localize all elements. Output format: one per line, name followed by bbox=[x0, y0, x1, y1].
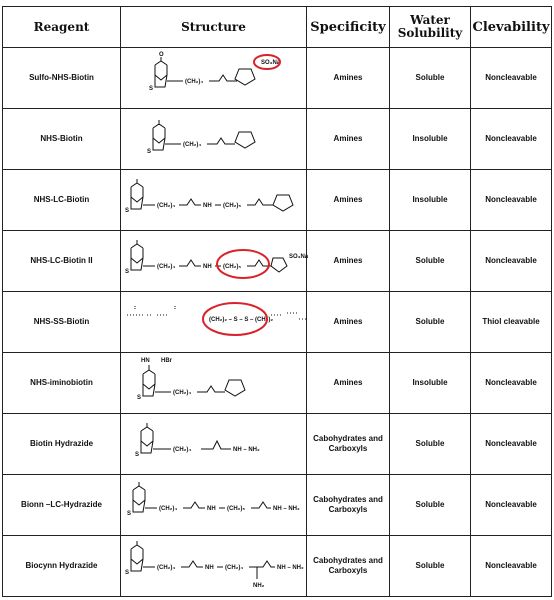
sulfo-nhs-biotin-structure bbox=[121, 49, 319, 107]
table-row bbox=[3, 353, 552, 414]
sulfonate-label: SO₃Na bbox=[289, 254, 309, 260]
cleavability: Noncleavable bbox=[471, 109, 552, 170]
reagent-table bbox=[2, 6, 552, 597]
chain-label: (CH₂)₄ bbox=[183, 142, 202, 148]
chain-label-1: (CH₂)₄ bbox=[157, 565, 176, 571]
table-row bbox=[3, 48, 552, 109]
table-row bbox=[3, 231, 552, 292]
nhs-ss-biotin-structure bbox=[121, 293, 319, 351]
table-row bbox=[3, 109, 552, 170]
table-row bbox=[3, 475, 552, 536]
chain-label-2: (CH₂)₅ bbox=[223, 203, 242, 209]
thio-s: S bbox=[135, 452, 140, 458]
reagent-table-sheet bbox=[2, 6, 551, 595]
water-solubility: Soluble bbox=[390, 231, 471, 292]
table-row bbox=[3, 414, 552, 475]
cleavability: Noncleavable bbox=[471, 48, 552, 109]
amine-label: NH₂ bbox=[253, 583, 265, 589]
reagent-name: NHS-iminobiotin bbox=[3, 353, 121, 414]
water-solubility: Soluble bbox=[390, 292, 471, 353]
water-solubility: Soluble bbox=[390, 414, 471, 475]
water-solubility: Soluble bbox=[390, 475, 471, 536]
specificity: Amines bbox=[307, 109, 390, 170]
header-water-solubility: Water Solubility bbox=[390, 7, 471, 48]
nh-label: NH bbox=[207, 506, 216, 512]
thio-s: S bbox=[149, 86, 154, 92]
structure-cell bbox=[121, 536, 307, 597]
imino-label: HN bbox=[141, 358, 150, 364]
chain-label-2: (CH₂)₅ bbox=[227, 506, 246, 512]
cleavability: Noncleavable bbox=[471, 231, 552, 292]
specificity: Amines bbox=[307, 231, 390, 292]
reagent-name: Biotin Hydrazide bbox=[3, 414, 121, 475]
chain-label-1: (CH₂)₄ bbox=[157, 203, 176, 209]
cleavability: Noncleavable bbox=[471, 536, 552, 597]
specificity: Amines bbox=[307, 292, 390, 353]
cleavability: Noncleavable bbox=[471, 475, 552, 536]
nh-label: NH bbox=[203, 203, 212, 209]
thio-s: S bbox=[125, 208, 130, 214]
chain-label-2: (CH₂)₄ bbox=[225, 565, 244, 571]
specificity: Amines bbox=[307, 48, 390, 109]
specificity: Amines bbox=[307, 353, 390, 414]
header-reagent: Reagent bbox=[3, 7, 121, 48]
structure-cell bbox=[121, 170, 307, 231]
nhs-lc-biotin-structure bbox=[121, 171, 319, 229]
specificity: Amines bbox=[307, 170, 390, 231]
cleavability: Noncleavable bbox=[471, 353, 552, 414]
chain-label-1: (CH₂)₄ bbox=[159, 506, 178, 512]
table-row bbox=[3, 292, 552, 353]
reagent-name: Biocynn Hydrazide bbox=[3, 536, 121, 597]
structure-cell bbox=[121, 109, 307, 170]
header-structure: Structure bbox=[121, 7, 307, 48]
chain-label: (CH₂)₄ bbox=[173, 447, 192, 453]
thio-s: S bbox=[147, 149, 152, 155]
biotin-lc-hydrazide-structure bbox=[121, 476, 319, 534]
structure-cell bbox=[121, 414, 307, 475]
chain-label-1: (CH₂)₄ bbox=[157, 264, 176, 270]
biotin-hydrazide-structure bbox=[121, 415, 319, 473]
hbr-label: HBr bbox=[161, 358, 173, 364]
carbonyl-o: O bbox=[159, 52, 164, 58]
structure-cell bbox=[121, 48, 307, 109]
reagent-name: Sulfo-NHS-Biotin bbox=[3, 48, 121, 109]
specificity: Cabohydrates and Carboxyls bbox=[307, 536, 390, 597]
thio-s: S bbox=[127, 511, 132, 517]
sulfonate-label: SO₃Na bbox=[261, 60, 281, 66]
thio-s: S bbox=[125, 269, 130, 275]
cleavability: Noncleavable bbox=[471, 414, 552, 475]
reagent-name: NHS-SS-Biotin bbox=[3, 292, 121, 353]
reagent-name: Bionn –LC-Hydrazide bbox=[3, 475, 121, 536]
water-solubility: Insoluble bbox=[390, 170, 471, 231]
nh-label: NH bbox=[203, 264, 212, 270]
structure-cell bbox=[121, 475, 307, 536]
hydrazide-label: NH – NH₂ bbox=[273, 506, 300, 512]
water-solubility: Soluble bbox=[390, 48, 471, 109]
cleavability: Noncleavable bbox=[471, 170, 552, 231]
reagent-name: NHS-LC-Biotin bbox=[3, 170, 121, 231]
nhs-lc-biotin-ii-structure bbox=[121, 232, 319, 290]
structure-cell bbox=[121, 231, 307, 292]
cleavability: Thiol cleavable bbox=[471, 292, 552, 353]
header-clevability: Clevability bbox=[471, 7, 552, 48]
chain-label: (CH₂)₄ bbox=[185, 79, 204, 85]
water-solubility: Soluble bbox=[390, 536, 471, 597]
thio-s: S bbox=[137, 395, 142, 401]
biocytin-hydrazide-structure bbox=[121, 537, 319, 595]
water-solubility: Insoluble bbox=[390, 109, 471, 170]
header-specificity: Specificity bbox=[307, 7, 390, 48]
table-row bbox=[3, 170, 552, 231]
reagent-name: NHS-Biotin bbox=[3, 109, 121, 170]
structure-cell bbox=[121, 292, 307, 353]
nhs-biotin-structure bbox=[121, 110, 319, 168]
disulfide-label: (CH₂)₂ – S – S – (CH₂)₂ bbox=[209, 317, 274, 323]
nh-label: NH bbox=[205, 565, 214, 571]
structure-cell bbox=[121, 353, 307, 414]
nhs-iminobiotin-structure bbox=[121, 354, 319, 412]
water-solubility: Insoluble bbox=[390, 353, 471, 414]
specificity: Cabohydrates and Carboxyls bbox=[307, 475, 390, 536]
specificity: Cabohydrates and Carboxyls bbox=[307, 414, 390, 475]
thio-s: S bbox=[125, 570, 130, 576]
reagent-name: NHS-LC-Biotin II bbox=[3, 231, 121, 292]
header-row bbox=[3, 7, 552, 48]
hydrazide-label: NH – NH₂ bbox=[277, 565, 304, 571]
table-row bbox=[3, 536, 552, 597]
chain-label-2: (CH₂)₅ bbox=[223, 264, 242, 270]
hydrazide-label: NH – NH₂ bbox=[233, 447, 260, 453]
chain-label: (CH₂)₄ bbox=[173, 390, 192, 396]
